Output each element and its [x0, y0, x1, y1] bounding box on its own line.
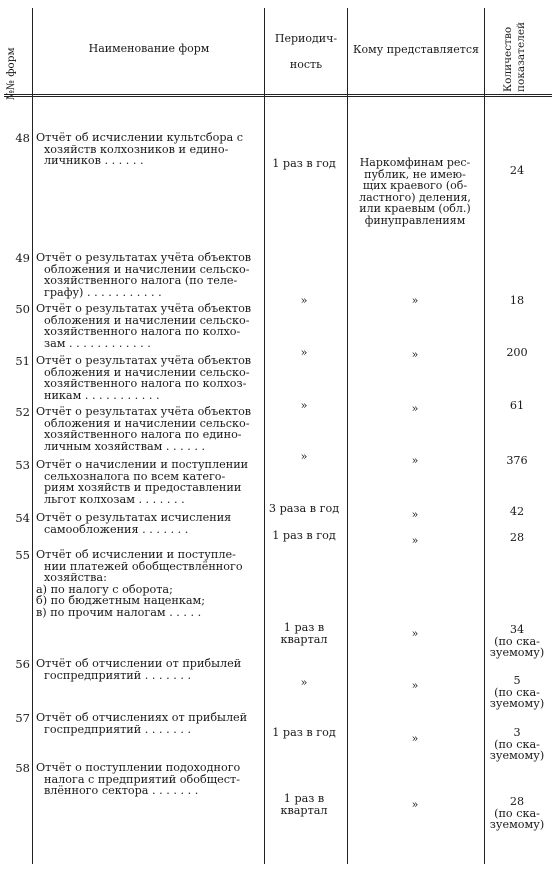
form-name: Отчёт о результатах учёта объектов обложения и начислении сельско- хозяйственного налога по колхоз- никам . . . . . . . . . . .	[36, 354, 252, 402]
form-indicator-count: 61	[509, 399, 525, 412]
form-indicator-count: 34 (по ска- зуемому)	[489, 623, 545, 660]
form-periodicity: 1 раз в год	[272, 529, 336, 542]
form-name: Отчёт о результатах учёта объектов обложения и начислении сельско- хозяйственного налога (по теле- графу) . . . . . . . . . . .	[36, 251, 252, 299]
form-periodicity: »	[300, 450, 308, 463]
form-recipient: »	[411, 732, 419, 745]
header-periodicity-2: ность	[289, 58, 323, 71]
form-recipient: »	[411, 348, 419, 361]
form-number: 52	[15, 405, 30, 419]
form-name: Отчёт о результатах учёта объектов обложения и начислении сельско- хозяйственного налога по колхо- зам . . . . . . . . . . . .	[36, 302, 252, 350]
form-periodicity: 1 раз в квартал	[280, 621, 328, 646]
form-periodicity: »	[300, 676, 308, 689]
form-periodicity: »	[300, 399, 308, 412]
form-number: 57	[15, 711, 30, 725]
column-divider-3	[347, 8, 348, 864]
form-number: 53	[15, 458, 30, 472]
form-indicator-count: 28	[509, 531, 525, 544]
header-indicator-count-2: показателей	[515, 21, 527, 92]
form-indicator-count: 200	[506, 346, 528, 359]
form-periodicity: »	[300, 346, 308, 359]
form-recipient: Наркомфинам рес- публик, не имею- щих краевого (об- ластного) деления, или краевым (обл.) финуправлениям	[359, 156, 471, 227]
form-name: Отчёт о поступлении подоходного налога с предприятий обобщест- влённого сектора . . . . . . .	[36, 761, 241, 798]
form-name: Отчёт об отчислении от прибылей госпредприятий . . . . . . .	[36, 657, 242, 682]
column-divider-4	[484, 8, 485, 864]
form-periodicity: 3 раза в год	[268, 502, 340, 515]
form-indicator-count: 42	[509, 505, 525, 518]
form-number: 50	[15, 302, 30, 316]
form-number: 48	[15, 131, 30, 145]
form-periodicity: »	[300, 294, 308, 307]
form-number: 51	[15, 354, 30, 368]
form-indicator-count: 18	[509, 294, 525, 307]
form-recipient: »	[411, 798, 419, 811]
form-name: Отчёт о начислении и поступлении сельхозналога по всем катего- риям хозяйств и предоставлении льгот колхозам . . . . . . .	[36, 458, 249, 506]
form-indicator-count: 376	[506, 454, 528, 467]
form-recipient: »	[411, 627, 419, 640]
form-name: Отчёт о результатах исчисления самообложения . . . . . . .	[36, 511, 232, 536]
header-form-number: №№ форм	[5, 47, 17, 100]
form-recipient: »	[411, 454, 419, 467]
header-rule	[4, 94, 552, 95]
form-name: Отчёт о результатах учёта объектов обложения и начислении сельско- хозяйственного налога по едино- личным хозяйствам . . . . . .	[36, 405, 252, 453]
column-divider-1	[32, 8, 33, 864]
form-recipient: »	[411, 679, 419, 692]
form-name: Отчёт об отчислениях от прибылей госпредприятий . . . . . . .	[36, 711, 248, 736]
header-periodicity-1: Периодич-	[274, 32, 338, 45]
form-number: 54	[15, 511, 30, 525]
form-name: Отчёт об исчислении и поступле- нии платежей обобществлённого хозяйства: а) по налогу с оборота; б) по бюджетным наценкам; в) по прочим налогам . . . . .	[36, 548, 243, 619]
form-indicator-count: 24	[509, 164, 525, 177]
form-name: Отчёт об исчислении культсбора с хозяйств колхозников и едино- личников . . . . . .	[36, 131, 243, 168]
header-form-name: Наименование форм	[88, 42, 210, 55]
form-recipient: »	[411, 508, 419, 521]
form-periodicity: 1 раз в год	[272, 726, 336, 739]
form-number: 49	[15, 251, 30, 265]
form-number: 58	[15, 761, 30, 775]
form-periodicity: 1 раз в год	[272, 157, 336, 170]
header-recipient: Кому представляется	[353, 43, 479, 56]
form-indicator-count: 5 (по ска- зуемому)	[489, 674, 545, 711]
header-rule-2	[4, 96, 552, 97]
form-recipient: »	[411, 402, 419, 415]
form-recipient: »	[411, 294, 419, 307]
form-recipient: »	[411, 534, 419, 547]
form-number: 55	[15, 548, 30, 562]
form-indicator-count: 3 (по ска- зуемому)	[489, 726, 545, 763]
form-number: 56	[15, 657, 30, 671]
form-indicator-count: 28 (по ска- зуемому)	[489, 795, 545, 832]
header-indicator-count-1: Количество	[502, 26, 514, 92]
form-periodicity: 1 раз в квартал	[280, 792, 328, 817]
